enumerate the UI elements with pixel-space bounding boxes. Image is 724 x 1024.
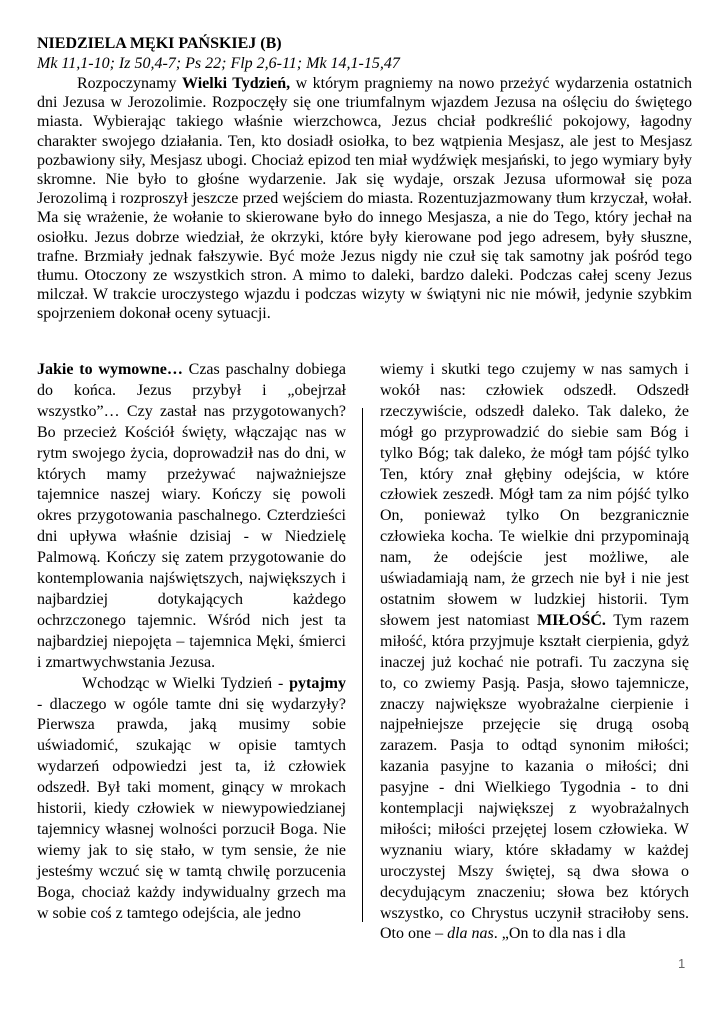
- intro-bold: Wielki Tydzień,: [182, 75, 291, 92]
- left-p1-text: Czas paschalny dobiega do końca. Jezus przybył i „obejrzał wszystko”… Czy zastał nas przygotowanych? Bo przecież Kościół święty, włączając nas w rytm swojego życia, doprowadził nas do dni, w których mamy przeżywać najważniejsze tajemnice naszej wiary. Kończy się powoli okres przygotowania paschalnego. Czterdzieści dni upływa właśnie dzisiaj - w Niedzielę Palmową. Kończy się zatem przygotowanie do kontemplowania najświętszych, największych i najbardziej dotykających każdego ochrzczonego tajemnic. Wśród nich jest ta najbardziej niepojęta – tajemnica Męki, śmierci i zmartwychwstania Jezusa.: [37, 361, 346, 671]
- left-p2-lead: Wchodząc w Wielki Tydzień -: [82, 674, 290, 692]
- right-paragraph-1: [380, 360, 689, 945]
- left-paragraph-1: [37, 360, 346, 674]
- right-p1-text2: Tym razem miłość, która przyjmuje kształt cierpienia, gdyż inaczej już kochać nie potrafi. Tu zaczyna się to, co zwiemy Pasją. Pasja, słowo tajemnicze, znaczy największe wyobrażalne cierpienie i najpełniejsze przejęcie się drugą osobą zarazem. Pasja to odtąd synonim miłości; kazania pasyjne to kazania o miłości; dni pasyjne - dni Wielkiego Tygodnia - to dni kontemplacji największej z wyobrażalnych miłości; miłości przejętej losem człowieka. W wyznaniu wiary, które składamy w każdej uroczystej Mszy świętej, są dwa słowa o decydującym znaczeniu; słowa bez których wszystko, co Chrystus uczynił straciłoby sens. Oto one –: [380, 611, 690, 943]
- intro-lead: Rozpoczynamy: [77, 75, 182, 92]
- document-title: NIEDZIELA MĘKI PAŃSKIEJ (B): [37, 35, 282, 52]
- intro-paragraph: [37, 74, 692, 324]
- left-p1-bold: Jakie to wymowne…: [37, 361, 183, 378]
- column-divider: [362, 408, 363, 922]
- left-p2-text: - dlaczego w ogóle tamte dni się wydarzyły? Pierwsza prawda, jaką musimy sobie uświadomić, szukając w opisie tamtych wydarzeń odpowiedzi jest ta, iż człowiek odszedł. Był taki moment, ginący w mrokach historii, kiedy człowiek w niewypowiedzianej tajemnicy własnej wolności porzucił Boga. Nie wiemy jak to się stało, w tym sensie, że nie jesteśmy wczuć się w tamtą chwilę porzucenia Boga, chociaż każdy indywidualny grzech ma w sobie coś z tamtego odejścia, ale jedno: [37, 695, 346, 922]
- left-paragraph-2: [37, 674, 346, 925]
- scripture-references: Mk 11,1-10; Iz 50,4-7; Ps 22; Flp 2,6-11; Mk 14,1-15,47: [37, 55, 400, 72]
- left-p2-bold: pytajmy: [289, 674, 346, 692]
- right-column: [380, 360, 689, 945]
- right-p1-text3: . „On to dla nas i dla: [493, 925, 626, 943]
- intro-text: w którym pragniemy na nowo przeżyć wydarzenia ostatnich dni Jezusa w Jerozolimie. Rozpoczęły się one triumfalnym wjazdem Jezusa na oślęciu do świętego miasta. Wybierając takiego właśnie wierzchowca, Jezus chciał podkreślić pokojowy, łagodny charakter swojego działania. Ten, kto dosiadł osiołka, to bez wątpienia Mesjasz, ale jest to Mesjasz pozbawiony siły, Mesjasz ubogi. Chociaż epizod ten miał wydźwięk mesjański, to jego wymiary były skromne. Nie było to głośne wydarzenie. Jak się wydaje, orszak Jezusa uformował się poza Jerozolimą i rozproszył jeszcze przed wejściem do miasta. Rozentuzjazmowany tłum krzyczał, wołał. Ma się wrażenie, że wołanie to skierowane było do innego Mesjasza, a nie do Tego, który jechał na osiołku. Jezus dobrze wiedział, że okrzyki, które były kierowane pod jego adresem, były słuszne, trafne. Brzmiały jednak fałszywie. Być może Jezus nigdy nie czuł się tak samotny jak pośród tego tłumu. Otoczony ze wszystkich stron. A mimo to daleki, bardzo daleki. Podczas całej sceny Jezus milczał. W trakcie uroczystego wjazdu i podczas wizyty w świątyni nic nie mówił, jedynie szybkim spojrzeniem dokonał oceny sytuacji.: [37, 75, 692, 323]
- page-number: 1: [678, 956, 686, 971]
- left-column: [37, 360, 346, 924]
- right-p1-italic: dla nas: [447, 925, 494, 943]
- right-p1-bold: MIŁOŚĆ.: [537, 611, 606, 629]
- right-p1-text: wiemy i skutki tego czujemy w nas samych i wokół nas: człowiek odszedł. Odszedł rzeczywiście, odszedł daleko. Tak daleko, że mógł go przyprowadzić do siebie sam Bóg i tylko Bóg; tak daleko, że mógł tam pójść tylko Ten, który znał głębiny odejścia, w które człowiek zeszedł. Mógł tam za nim pójść tylko On, ponieważ tylko On bezgranicznie człowieka kocha. Te wielkie dni przypominają nam, że odejście jest możliwe, ale uświadamiają nam, że grzech nie był i nie jest ostatnim słowem w ludzkiej historii. Tym słowem jest natomiast: [380, 361, 689, 629]
